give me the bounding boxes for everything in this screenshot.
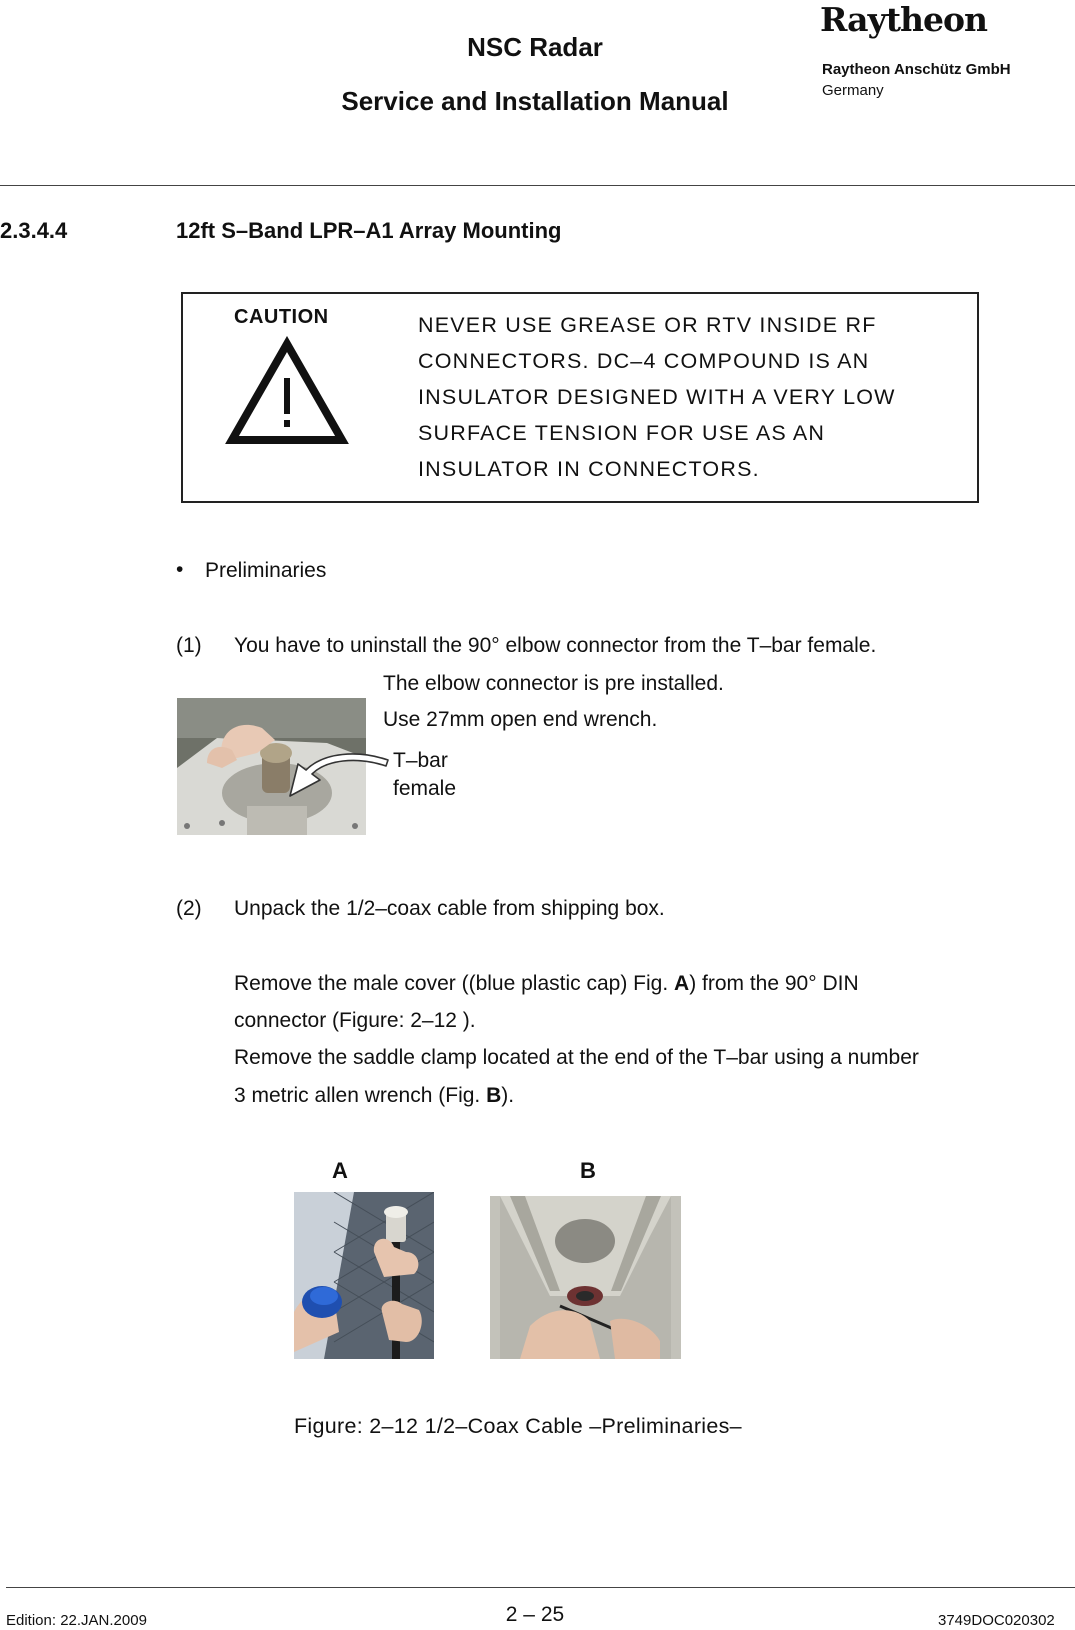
text-span: ) from the 90° DIN <box>689 972 859 995</box>
text-span: 3 metric allen wrench (Fig. <box>234 1084 487 1107</box>
saddle-clamp-image <box>490 1196 681 1359</box>
header-rule <box>0 185 1075 186</box>
bullet-text: Preliminaries <box>205 559 327 582</box>
company-name: Raytheon Anschütz GmbH <box>822 61 1011 78</box>
text-span: Remove the male cover ((blue plastic cap) Fig. <box>234 972 675 995</box>
step-note: The elbow connector is pre installed. <box>383 672 724 695</box>
manual-product-title: NSC Radar <box>467 32 603 62</box>
text-span: ). <box>501 1084 515 1107</box>
step-paragraph-line: Remove the saddle clamp located at the end of the T–bar using a number <box>234 1046 919 1069</box>
figure-ref-b: B <box>486 1084 502 1107</box>
coax-cable-image <box>294 1192 434 1359</box>
figure-label-a: A <box>332 1158 348 1183</box>
caution-line: CONNECTORS. DC–4 COMPOUND IS AN <box>418 349 870 373</box>
step-note: Use 27mm open end wrench. <box>383 708 658 731</box>
saddle-clamp-photo-b <box>490 1196 681 1359</box>
section-number: 2.3.4.4 <box>0 218 68 243</box>
footer-rule <box>6 1587 1075 1588</box>
callout-line: female <box>393 777 457 800</box>
warning-triangle-icon <box>224 336 350 448</box>
document-id: 3749DOC020302 <box>938 1612 1055 1629</box>
figure-caption: Figure: 2–12 1/2–Coax Cable –Preliminaries– <box>294 1414 742 1438</box>
caution-label: CAUTION <box>234 306 329 328</box>
callout-line: T–bar <box>393 749 448 772</box>
company-country: Germany <box>822 82 884 99</box>
caution-line: INSULATOR IN CONNECTORS. <box>418 457 760 481</box>
coax-cable-photo-a <box>294 1192 434 1359</box>
caution-line: SURFACE TENSION FOR USE AS AN <box>418 421 826 445</box>
callout-arrow-icon <box>286 752 391 802</box>
step-number: (2) <box>176 897 202 920</box>
step-paragraph-line: connector (Figure: 2–12 ). <box>234 1009 476 1032</box>
step-number: (1) <box>176 634 202 657</box>
figure-label-b: B <box>580 1158 596 1183</box>
t-bar-female-callout <box>393 747 456 803</box>
raytheon-logo: Raytheon <box>820 0 987 39</box>
step-paragraph-line <box>234 1084 514 1108</box>
section-title: 12ft S–Band LPR–A1 Array Mounting <box>176 218 562 243</box>
bullet-symbol: • <box>176 558 184 581</box>
step-paragraph-line <box>234 972 859 996</box>
caution-line: INSULATOR DESIGNED WITH A VERY LOW <box>418 385 896 409</box>
caution-line: NEVER USE GREASE OR RTV INSIDE RF <box>418 313 877 337</box>
page-number: 2 – 25 <box>505 1603 565 1626</box>
edition-date: Edition: 22.JAN.2009 <box>6 1612 147 1629</box>
caution-text <box>418 307 958 487</box>
figure-ref-a: A <box>674 972 690 995</box>
manual-title: Service and Installation Manual <box>341 86 729 116</box>
step-text: Unpack the 1/2–coax cable from shipping box. <box>234 897 665 920</box>
step-text: You have to uninstall the 90° elbow connector from the T–bar female. <box>234 634 877 657</box>
